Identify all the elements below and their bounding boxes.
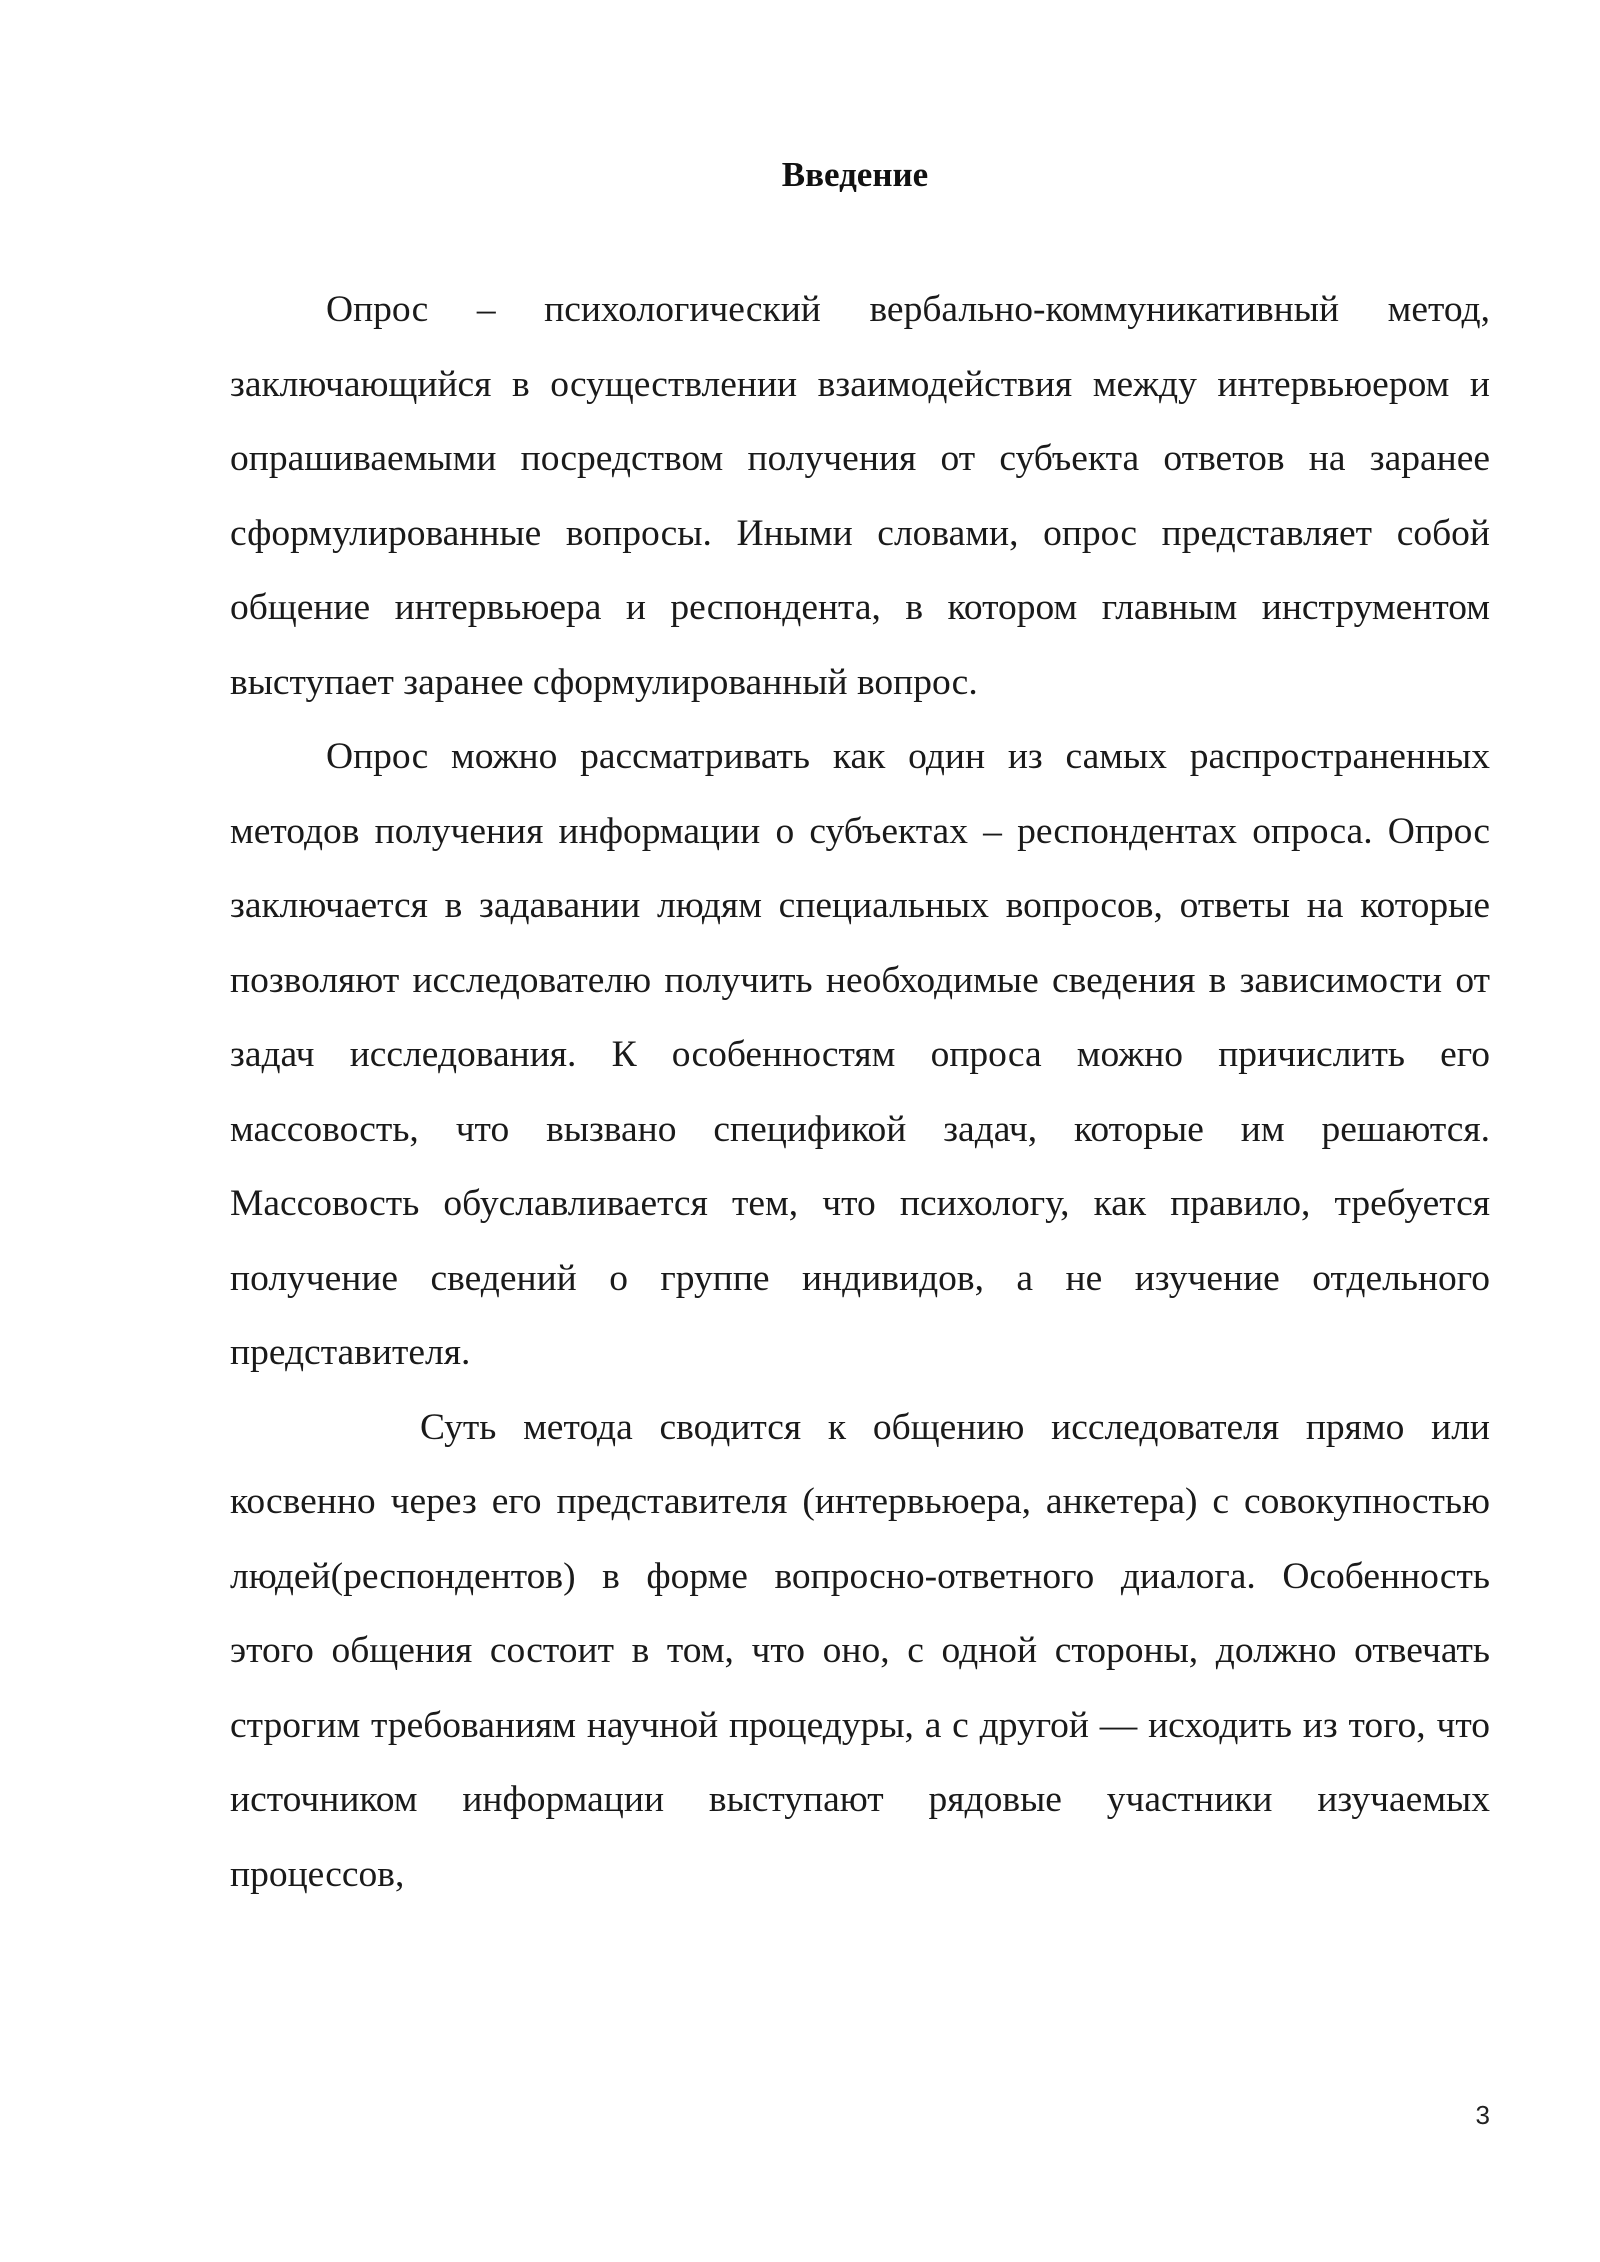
paragraph-3: Суть метода сводится к общению исследователя прямо или косвенно через его представителя (интервьюера, анкетера) с совокупностью людей(респондентов) в форме вопросно-ответного диалога. Особенность этого общения состоит в том, что оно, с одной стороны, должно отвечать строгим требованиям научной процедуры, а с другой — исходить из того, что источником информации выступают рядовые участники изучаемых процессов, <box>230 1406 1490 1895</box>
paragraph-1: Опрос – психологический вербально-коммуникативный метод, заключающийся в осуществлении взаимодействия между интервьюером и опрашиваемыми посредством получения от субъекта ответов на заранее сформулированные вопросы. Иными словами, опрос представляет собой общение интервьюера и респондента, в котором главным инструментом выступает заранее сформулированный вопрос. <box>230 289 1490 703</box>
body-text <box>230 273 1490 1912</box>
page-number: 3 <box>1475 2100 1490 2130</box>
page-title: Введение <box>781 155 929 194</box>
paragraph-2: Опрос можно рассматривать как один из самых распространенных методов получения информации о субъектах – респондентах опроса. Опрос заключается в задавании людям специальных вопросов, ответы на которые позволяют исследователю получить необходимые сведения в зависимости от задач исследования. К особенностям опроса можно причислить его массовость, что вызвано спецификой задач, которые им решаются. Массовость обуславливается тем, что психологу, как правило, требуется получение сведений о группе индивидов, а не изучение отдельного представителя. <box>230 736 1490 1373</box>
